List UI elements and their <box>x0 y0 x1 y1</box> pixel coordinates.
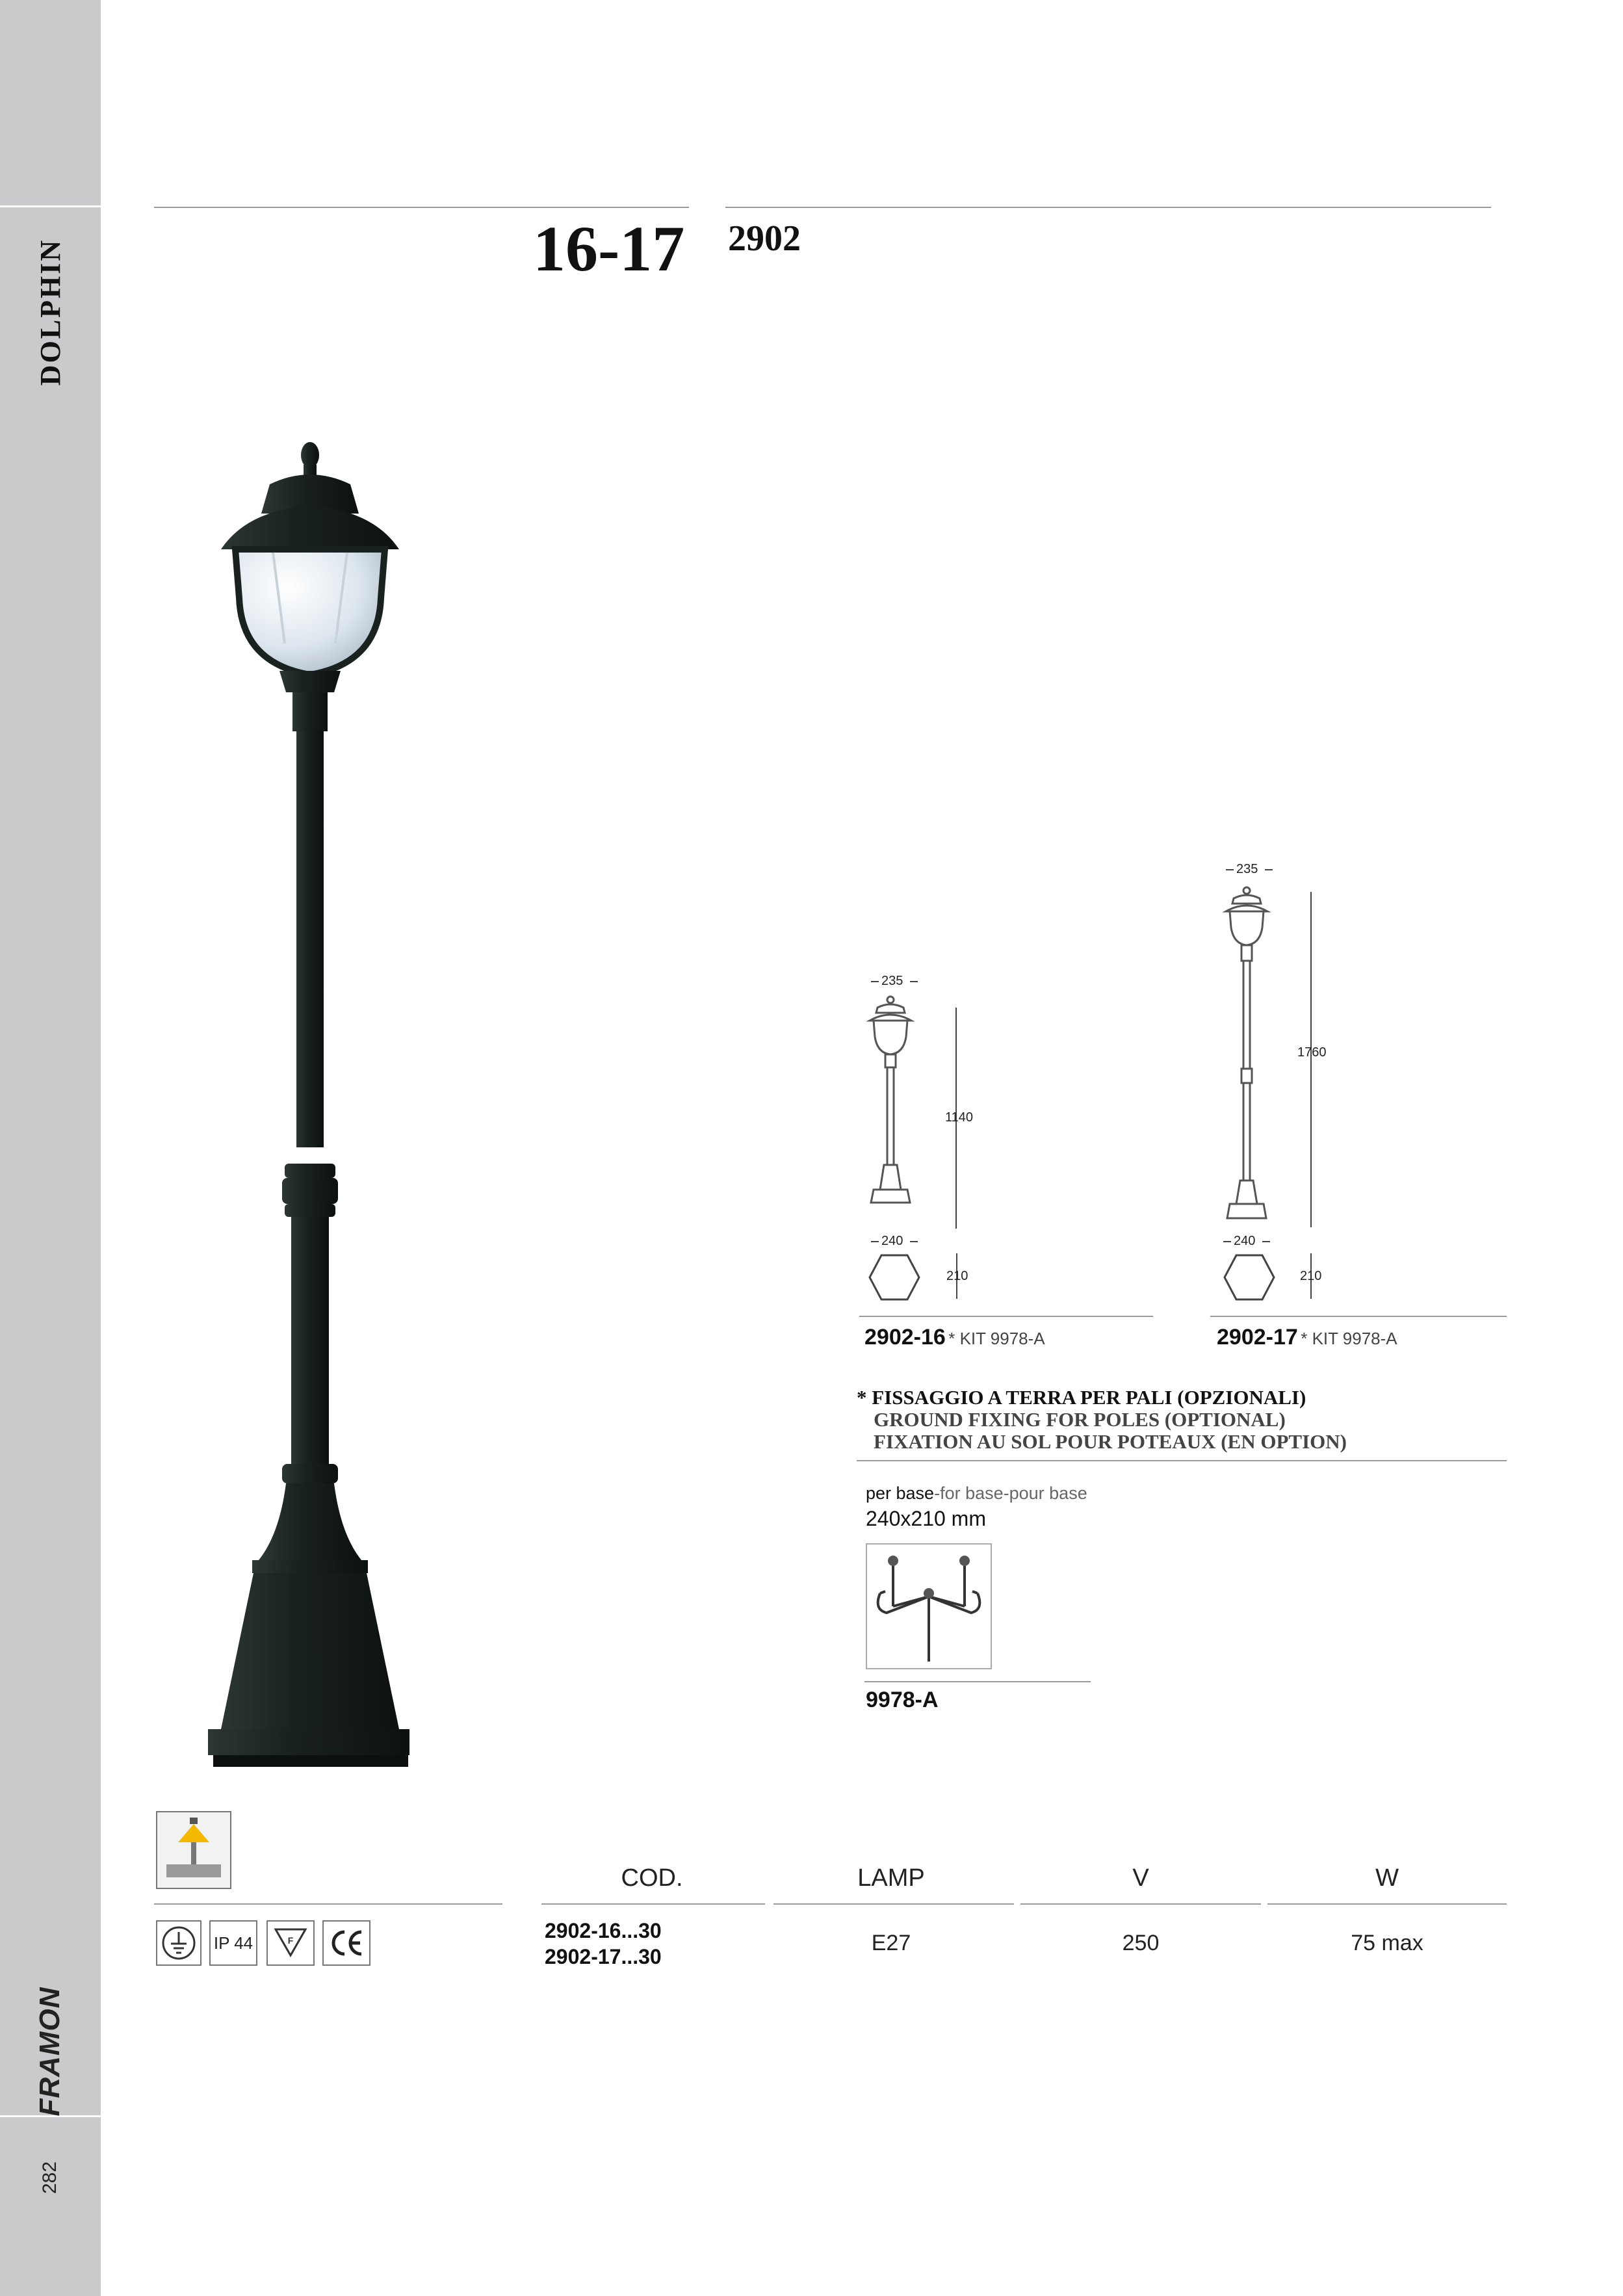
kit-rule <box>864 1681 1091 1682</box>
ground-fixing-kit-icon <box>867 1545 991 1668</box>
lamp-post-photo <box>208 429 409 1768</box>
table-cell-volt: 250 <box>1122 1931 1160 1955</box>
table-cell-lamp: E27 <box>871 1931 911 1955</box>
drawing-rule-2 <box>1210 1316 1507 1317</box>
dim-depth-1: 210 <box>946 1269 968 1283</box>
table-cell-watt: 75 max <box>1351 1931 1423 1955</box>
flammable-surface-icon <box>266 1920 315 1966</box>
table-header-lamp: LAMP <box>857 1864 925 1892</box>
table-code: 2902-16...30 <box>545 1919 662 1942</box>
base-hexagon-2 <box>1222 1253 1277 1301</box>
fixing-note-fr: FIXATION AU SOL POUR POTEAUX (EN OPTION) <box>874 1430 1347 1453</box>
kit-per-base: per base-for base-pour base <box>866 1483 1087 1503</box>
drawing-rule-1 <box>859 1316 1153 1317</box>
base-hexagon-1 <box>867 1253 922 1301</box>
table-header-cod: COD. <box>621 1864 683 1892</box>
table-rule <box>541 1903 765 1905</box>
product-code-2902-17: 2902-17 * KIT 9978-A <box>1217 1325 1397 1350</box>
table-cell-codes <box>545 1918 662 1970</box>
collection-name: DOLPHIN <box>34 238 66 386</box>
model-numbers: 16-17 <box>533 213 685 285</box>
dim-height-1: 1140 <box>945 1110 974 1125</box>
fixing-note-en: GROUND FIXING FOR POLES (OPTIONAL) <box>874 1408 1286 1431</box>
table-rule <box>1020 1903 1261 1905</box>
dim-height-2: 1760 <box>1297 1045 1327 1060</box>
brand-logo: FRAMON <box>34 1987 66 2117</box>
svg-text:F: F <box>287 1935 294 1946</box>
earth-class-icon <box>156 1920 201 1966</box>
page-number: 282 <box>39 2161 60 2195</box>
sidebar-divider <box>0 205 101 207</box>
table-rule <box>773 1903 1014 1905</box>
dim-base-width-2: 240 <box>1223 1234 1275 1249</box>
table-code: 2902-17...30 <box>545 1945 662 1968</box>
ip-rating-badge: IP 44 <box>209 1920 257 1966</box>
ce-mark-icon <box>322 1920 370 1966</box>
icons-rule <box>154 1903 502 1905</box>
dim-width-1: 235 <box>871 974 923 989</box>
table-rule <box>1267 1903 1507 1905</box>
table-header-watt: W <box>1375 1864 1399 1892</box>
kit-code: 9978-A <box>866 1688 939 1712</box>
table-header-volt: V <box>1132 1864 1149 1892</box>
header-rule <box>725 207 1491 208</box>
drawing-2902-16 <box>858 995 923 1216</box>
header-rule <box>154 207 689 208</box>
dim-base-width-1: 240 <box>871 1234 923 1249</box>
fixing-note-it: * FISSAGGIO A TERRA PER PALI (OPZIONALI) <box>857 1386 1306 1409</box>
series-code: 2902 <box>728 218 801 259</box>
kit-drawing-frame <box>866 1543 992 1669</box>
dim-depth-2: 210 <box>1300 1269 1322 1283</box>
dim-width-2: 235 <box>1226 862 1278 878</box>
product-code-2902-16: 2902-16 * KIT 9978-A <box>864 1325 1045 1350</box>
installation-icon <box>156 1811 231 1889</box>
fixing-note-rule <box>857 1460 1507 1461</box>
drawing-2902-17 <box>1214 885 1279 1230</box>
kit-size: 240x210 mm <box>866 1507 986 1530</box>
